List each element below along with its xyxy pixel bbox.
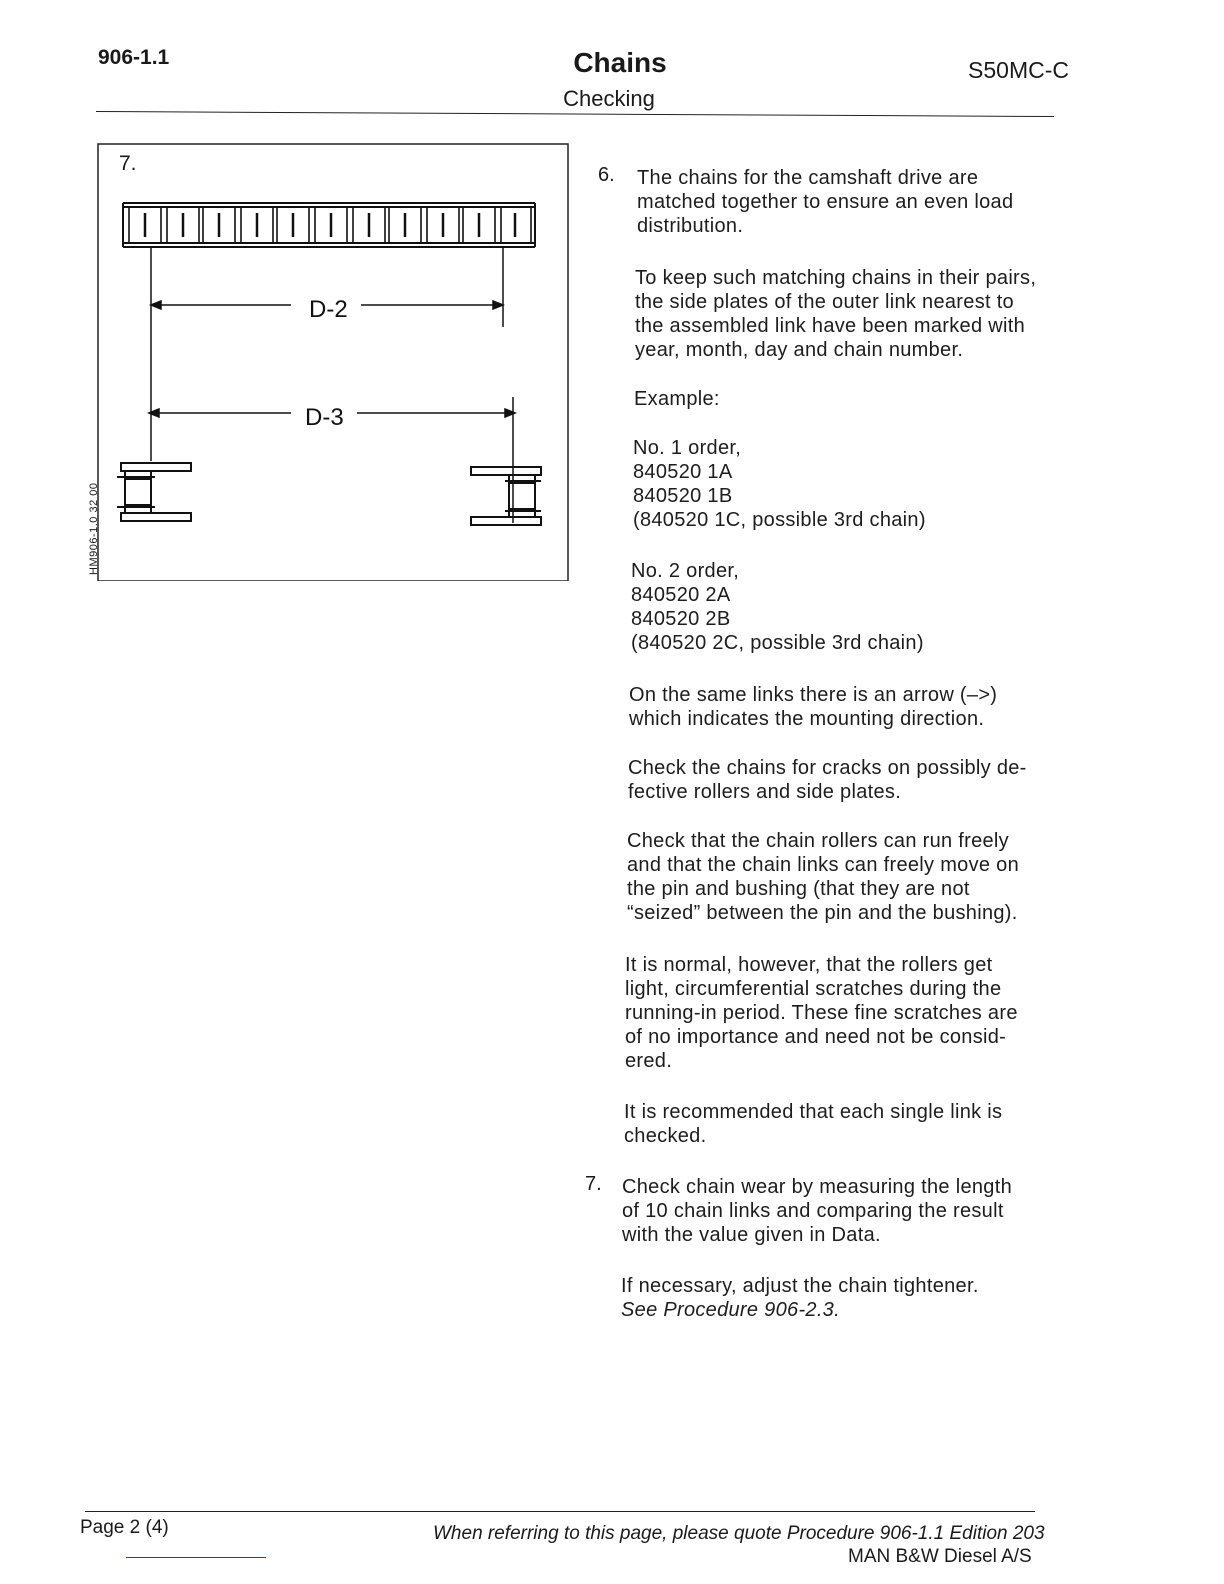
footer-mark (126, 1557, 266, 1558)
step-6-paragraph: It is normal, however, that the rollers get light, circumferential scratches during the running-in period. These fine scratches are of no importance and need not be consid- ered. (625, 954, 1018, 1072)
procedure-reference-link[interactable]: See Procedure 906-2.3. (621, 1299, 840, 1321)
step-7-paragraph: Check chain wear by measuring the length of 10 chain links and comparing the result with the value given in Data. (622, 1176, 1012, 1246)
page-subtitle: Checking (563, 86, 655, 111)
step-7-number: 7. (585, 1173, 602, 1195)
step-6-paragraph: The chains for the camshaft drive are matched together to ensure an even load distribution. (637, 167, 1014, 237)
procedure-number: 906-1.1 (98, 46, 170, 69)
example-order-2: No. 2 order, 840520 2A 840520 2B (840520 2C, possible 3rd chain) (631, 560, 924, 654)
step-6-paragraph: Example: (634, 388, 720, 410)
drawing-code: HM906-1.0 32 00 (88, 482, 100, 575)
step-6-paragraph: To keep such matching chains in their pairs, the side plates of the outer link nearest to the assembled link have been marked with year, month, day and chain number. (635, 267, 1037, 361)
step-6-number: 6. (598, 164, 615, 186)
step-6-paragraph: Check that the chain rollers can run freely and that the chain links can freely move on the pin and bushing (that they are not “seized” between the pin and the bushing). (627, 830, 1020, 924)
example-order-1: No. 1 order, 840520 1A 840520 1B (840520 1C, possible 3rd chain) (633, 437, 926, 531)
company-name: MAN B&W Diesel A/S (848, 1546, 1032, 1564)
quote-notice: When referring to this page, please quote Procedure 906-1.1 Edition 203 (433, 1523, 1045, 1544)
footer-rule (85, 1511, 1035, 1512)
figure-frame (98, 144, 568, 581)
left-end-link-icon (117, 463, 191, 521)
right-end-link-icon (471, 467, 541, 525)
step-7-paragraph: If necessary, adjust the chain tightener. See Procedure 906-2.3. (621, 1275, 979, 1321)
page-number: Page 2 (4) (80, 1517, 169, 1538)
step-6-paragraph: Check the chains for cracks on possibly de- fective rollers and side plates. (628, 757, 1027, 803)
dimension-d3-label: D-3 (305, 404, 344, 431)
step-6-paragraph: On the same links there is an arrow (–>) which indicates the mounting direction. (629, 684, 998, 730)
chain-measurement-figure (91, 143, 571, 581)
dimension-d2-label: D-2 (309, 296, 348, 323)
page-title: Chains (573, 47, 667, 78)
chain-drawing-icon (123, 203, 535, 247)
engine-model: S50MC-C (968, 57, 1069, 83)
step-6-paragraph: It is recommended that each single link is checked. (624, 1101, 1003, 1147)
figure-number: 7. (119, 152, 137, 175)
